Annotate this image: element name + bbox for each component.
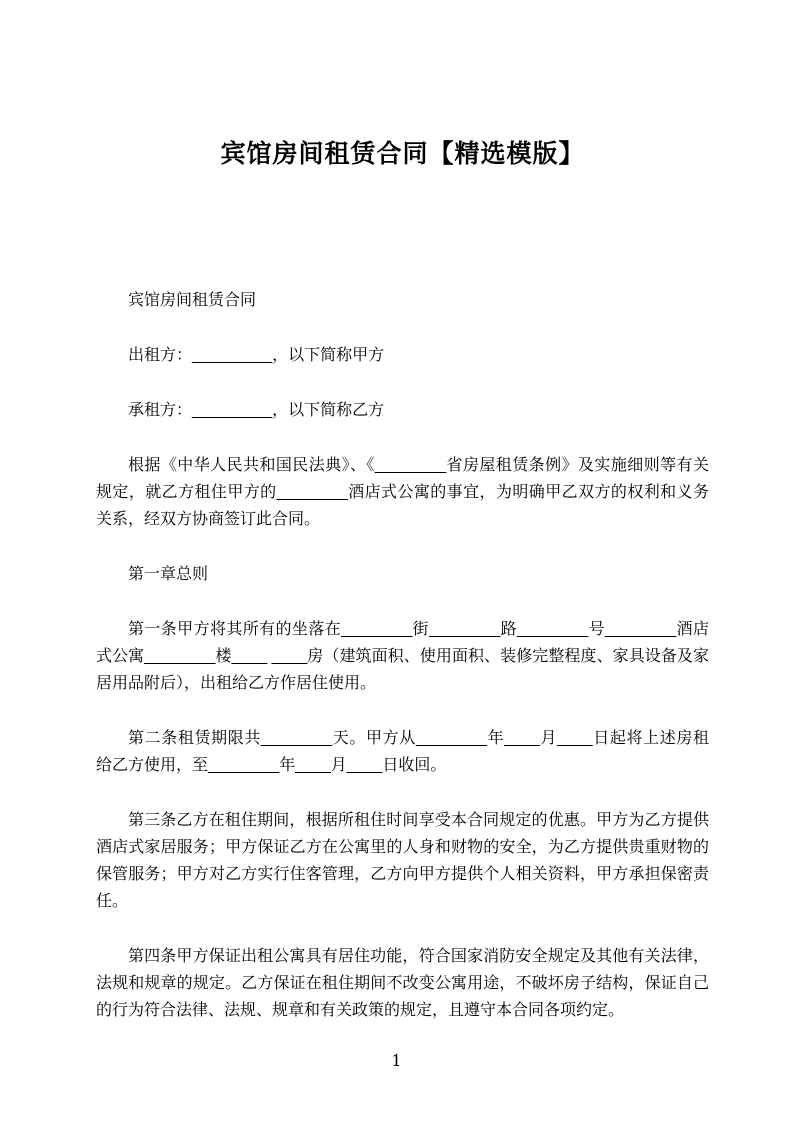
paragraph-article-1: 第一条甲方将其所有的坐落在________街________路________号________酒店式公寓________楼____ ____房（建筑面积、使用面积、装修完整程度、家具设备及家居用品附后），出租给乙方作居住使用。 <box>96 621 709 692</box>
document-title: 宾馆房间租赁合同【精选模版】 <box>220 140 585 168</box>
paragraph-lessee-line: 承租方：_________，以下简称乙方 <box>128 402 385 419</box>
paragraph-article-4: 第四条甲方保证出租公寓具有居住功能，符合国家消防安全规定及其他有关法律，法规和规章的规定。乙方保证在租住期间不改变公寓用途，不破坏房子结构，保证自己的行为符合法律、法规、规章和有关政策的规定，且遵守本合同各项约定。 <box>96 948 709 1019</box>
paragraph-lessor-line: 出租方：_________，以下简称甲方 <box>128 347 385 364</box>
paragraph-chapter-1-heading: 第一章总则 <box>128 566 209 583</box>
page-number: 1 <box>391 1051 402 1070</box>
paragraph-preamble: 根据《中华人民共和国民法典》、《________省房屋租赁条例》及实施细则等有关规定，就乙方租住甲方的________酒店式公寓的事宜，为明确甲乙双方的权利和义务关系，经双方协商签订此合同。 <box>96 457 709 528</box>
paragraph-article-3: 第三条乙方在租住期间，根据所租住时间享受本合同规定的优惠。甲方为乙方提供酒店式家居服务；甲方保证乙方在公寓里的人身和财物的安全，为乙方提供贵重财物的保管服务；甲方对乙方实行住客管理，乙方向甲方提供个人相关资料，甲方承担保密责任。 <box>96 812 709 910</box>
document-body <box>96 287 709 1052</box>
paragraph-article-2: 第二条租赁期限共________天。甲方从________年____月____日起将上述房租给乙方使用，至________年____月____日收回。 <box>96 730 709 774</box>
paragraph-doc-heading: 宾馆房间租赁合同 <box>128 292 257 309</box>
